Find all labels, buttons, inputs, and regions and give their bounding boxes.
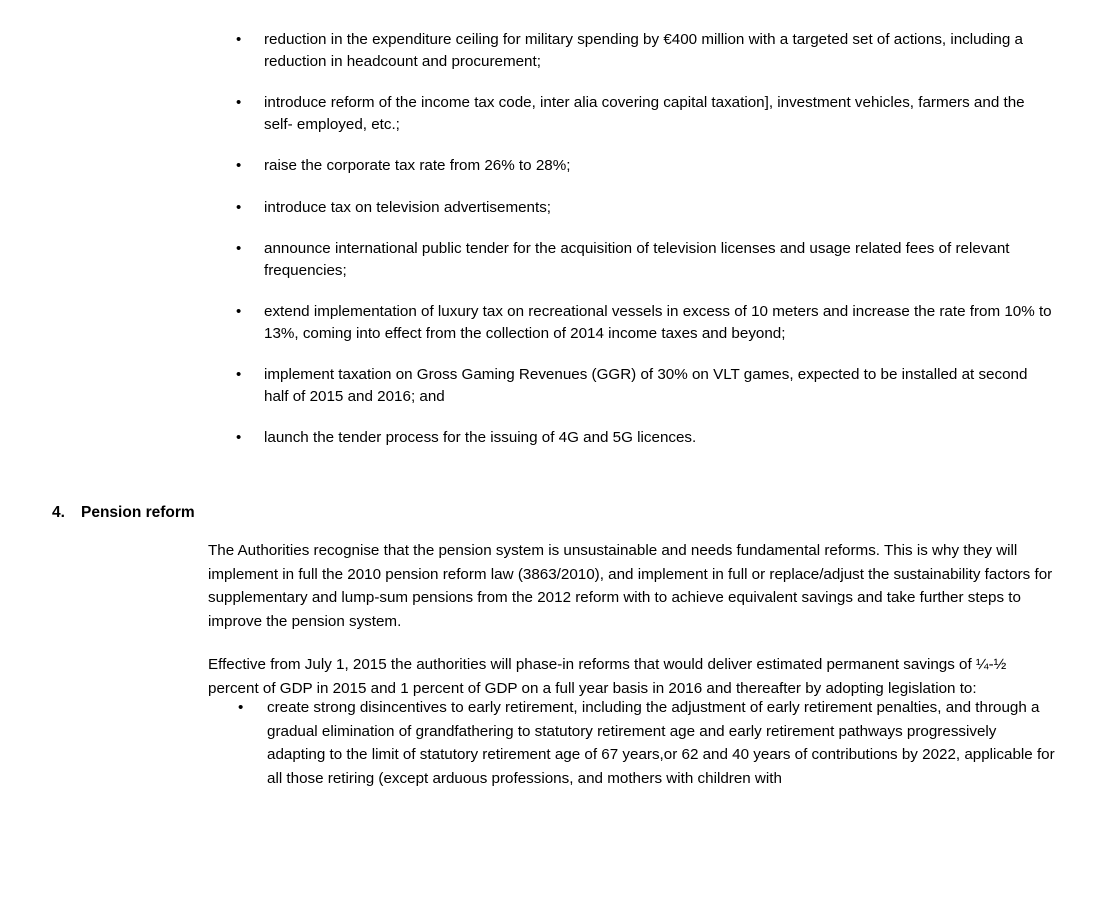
bullet: • (236, 94, 242, 111)
bullet: • (236, 366, 242, 383)
list-item-text: implement taxation on Gross Gaming Revenues (GGR) of 30% on VLT games, expected to be installed at second half of 2015 and 2016; and (264, 366, 1028, 405)
bullet: • (236, 199, 242, 216)
paragraph: The Authorities recognise that the pension system is unsustainable and needs fundamental reforms. This is why they will implement in full the 2010 pension reform law (3863/2010), and implement in full or replace/adjust the sustainability factors for supplementary and lump-sum pensions from the 2012 reform with to achieve equivalent savings and take further steps to improve the pension system. (208, 542, 1053, 630)
list-item-text: raise the corporate tax rate from 26% to 28%; (264, 157, 571, 174)
list-item-text: launch the tender process for the issuing of 4G and 5G licences. (264, 429, 697, 446)
bullet: • (238, 699, 244, 716)
bullet: • (236, 240, 242, 257)
list-item-text: introduce reform of the income tax code, inter alia covering capital taxation], investment vehicles, farmers and the self- employed, etc.; (264, 94, 1025, 133)
bullet: • (236, 157, 242, 174)
bullet: • (236, 429, 242, 446)
section-title: Pension reform (81, 504, 195, 521)
bullet: • (236, 31, 242, 48)
list-item-text: create strong disincentives to early retirement, including the adjustment of early retirement penalties, and through a gradual elimination of grandfathering to statutory retirement age and early retirement pathways progressively adapting to the limit of statutory retirement age of 67 years,or 62 and 40 years of contributions by 2022, applicable for all those retiring (except arduous professions, and mothers with children with (267, 699, 1055, 787)
list-item-text: reduction in the expenditure ceiling for military spending by €400 million with a targeted set of actions, including a reduction in headcount and procurement; (264, 31, 1023, 70)
list-item-text: introduce tax on television advertisements; (264, 199, 552, 216)
section-heading (52, 501, 195, 525)
section-number: 4. (52, 504, 65, 521)
bullet: • (236, 303, 242, 320)
paragraph: Effective from July 1, 2015 the authorities will phase-in reforms that would deliver estimated permanent savings of ¼-½ percent of GDP in 2015 and 1 percent of GDP on a full year basis in 2016 and thereafter by adopting legislation to: (208, 656, 1007, 697)
list-item-text: extend implementation of luxury tax on recreational vessels in excess of 10 meters and increase the rate from 10% to 13%, coming into effect from the collection of 2014 income taxes and beyond; (264, 303, 1052, 342)
list-item-text: announce international public tender for the acquisition of television licenses and usage related fees of relevant frequencies; (264, 240, 1010, 279)
